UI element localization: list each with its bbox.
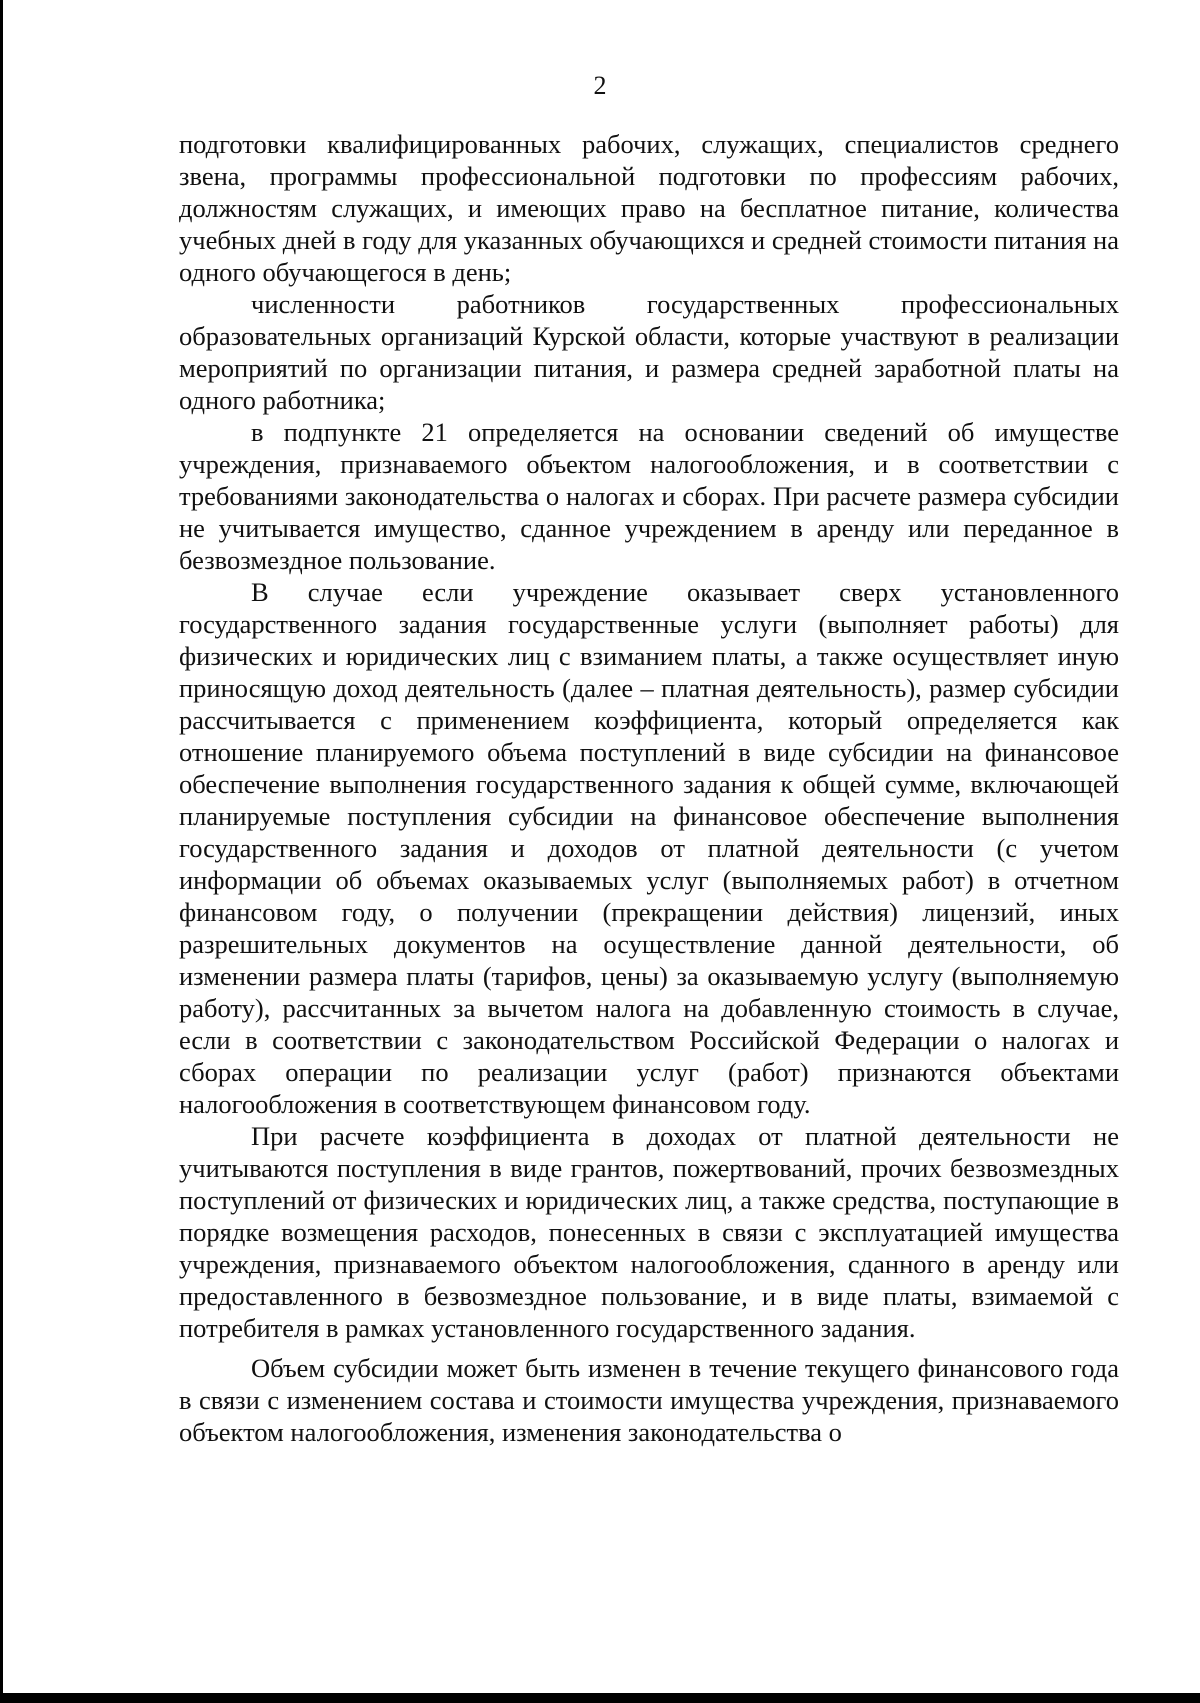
paragraph-subpoint-21: в подпункте 21 определяется на основании сведений об имуществе учреждения, признаваемого объектом налогообложения, и в соответствии с требованиями законодательства о налогах и сборах. При расчете размера субсидии не учитывается имущество, сданное учреждением в аренду или переданное в безвозмездное пользование. (179, 417, 1119, 575)
paragraph-paid-activity: В случае если учреждение оказывает сверх установленного государственного задания государственные услуги (выполняет работы) для физических и юридических лиц с взиманием платы, а также осуществляет иную приносящую доход деятельность (далее – платная деятельность), размер субсидии рассчитывается с применением коэффициента, который определяется как отношение планируемого объема поступлений в виде субсидии на финансовое обеспечение выполнения государственного задания к общей сумме, включающей планируемые поступления субсидии на финансовое обеспечение выполнения государственного задания и доходов от платной деятельности (с учетом информации об объемах оказываемых услуг (выполняемых работ) в отчетном финансовом году, о получении (прекращении действия) лицензий, иных разрешительных документов на осуществление данной деятельности, об изменении размера платы (тарифов, цены) за оказываемую услугу (выполняемую работу), рассчитанных за вычетом налога на добавленную стоимость в случае, если в соответствии с законодательством Российской Федерации о налогах и сборах операции по реализации услуг (работ) признаются объектами налогообложения в соответствующем финансовом году. (179, 577, 1119, 1119)
page-number: 2 (593, 71, 607, 100)
scan-edge-left (0, 0, 3, 1703)
paragraph-subsidy-change: Объем субсидии может быть изменен в течение текущего финансового года в связи с изменением состава и стоимости имущества учреждения, признаваемого объектом налогообложения, изменения законодательства о (179, 1353, 1119, 1447)
document-body (179, 128, 1119, 1448)
scan-edge-bottom (0, 1693, 1200, 1703)
paragraph-continuation: подготовки квалифицированных рабочих, служащих, специалистов среднего звена, программы профессиональной подготовки по профессиям рабочих, должностям служащих, и имеющих право на бесплатное питание, количества учебных дней в году для указанных обучающихся и средней стоимости питания на одного обучающегося в день; (179, 129, 1119, 287)
paragraph-coefficient: При расчете коэффициента в доходах от платной деятельности не учитываются поступления в виде грантов, пожертвований, прочих безвозмездных поступлений от физических и юридических лиц, а также средства, поступающие в порядке возмещения расходов, понесенных в связи с эксплуатацией имущества учреждения, признаваемого объектом налогообложения, сданного в аренду или предоставленного в безвозмездное пользование, и в виде платы, взимаемой с потребителя в рамках установленного государственного задания. (179, 1121, 1119, 1343)
paragraph-staff-count: численности работников государственных профессиональных образовательных организаций Курской области, которые участвуют в реализации мероприятий по организации питания, и размера средней заработной платы на одного работника; (179, 289, 1119, 415)
